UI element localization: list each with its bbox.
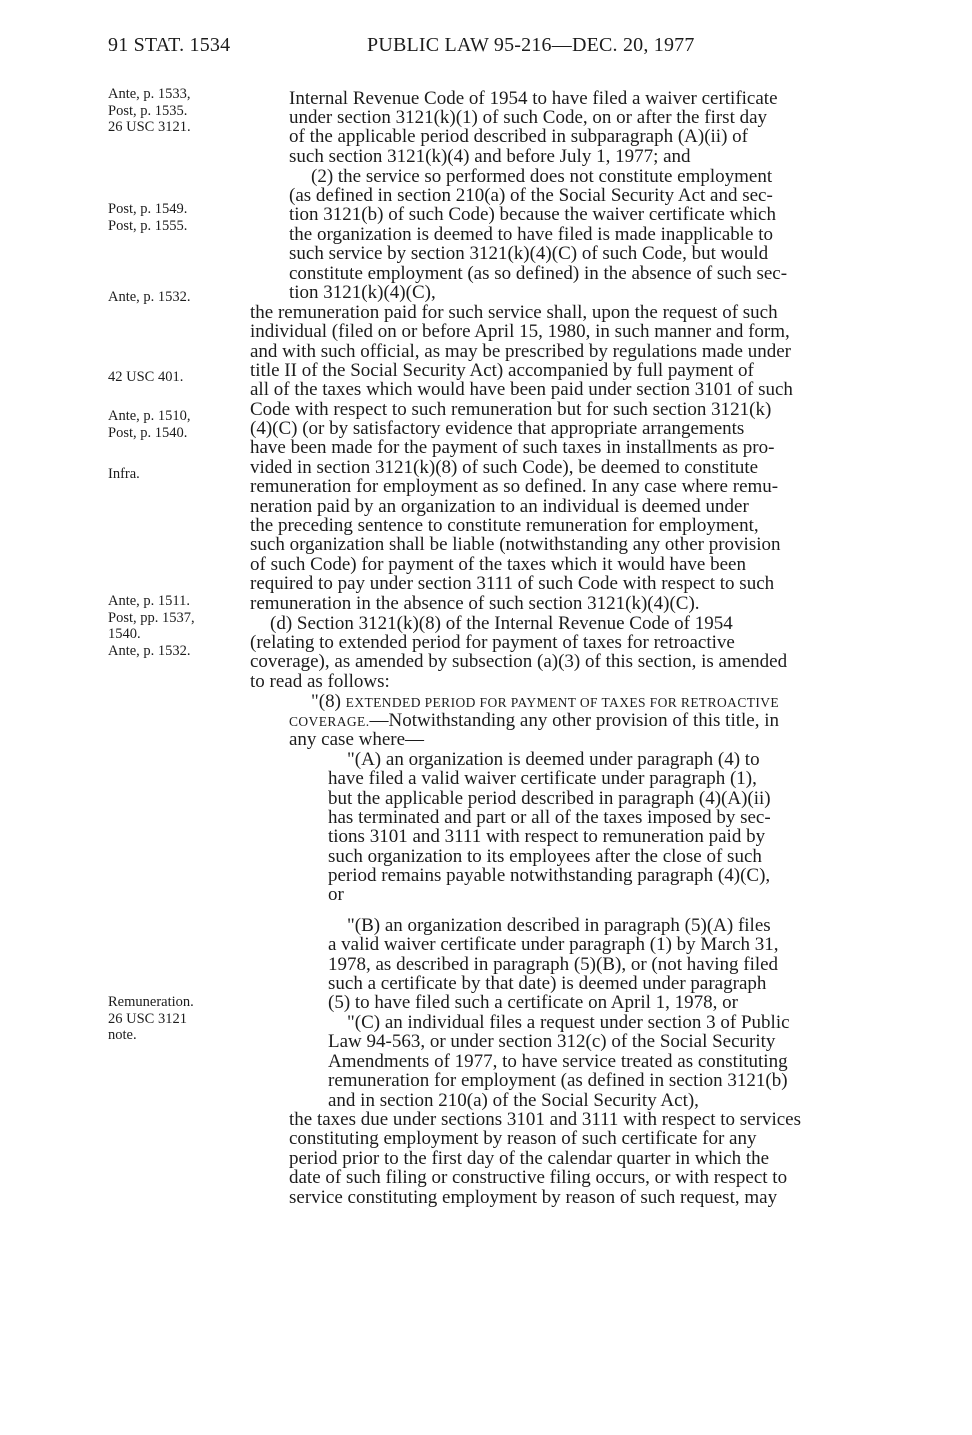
text-line: coverage), as amended by subsection (a)(3) of this section, is amended: [250, 651, 788, 672]
text-line: Internal Revenue Code of 1954 to have filed a waiver certificate: [289, 88, 778, 109]
text-line: the remuneration paid for such service shall, upon the request of such: [250, 302, 778, 323]
text-line: such service by section 3121(k)(4)(C) of such Code, but would: [289, 243, 769, 264]
text-line: the taxes due under sections 3101 and 3111 with respect to services: [289, 1109, 801, 1130]
text-line: (2) the service so performed does not constitute employment: [311, 166, 773, 187]
text-line: service constituting employment by reason of such request, may: [289, 1187, 778, 1208]
text-line: have been made for the payment of such taxes in installments as pro-: [250, 437, 775, 458]
text-line: (4)(C) (or by satisfactory evidence that appropriate arrangements: [250, 418, 745, 439]
margin-note: Post, p. 1549. Post, p. 1555.: [108, 201, 188, 234]
paragraph-heading-continued: COVERAGE.: [289, 714, 370, 729]
margin-note: 42 USC 401.: [108, 369, 184, 385]
text-line: 1978, as described in paragraph (5)(B), or (not having filed: [328, 954, 779, 975]
margin-note: Remuneration. 26 USC 3121 note.: [108, 994, 194, 1043]
text-line: individual (filed on or before April 15, 1980, in such manner and form,: [250, 321, 790, 342]
text-line: "(A) an organization is deemed under paragraph (4) to: [347, 749, 760, 770]
text-line: Code with respect to such remuneration but for such section 3121(k): [250, 399, 772, 420]
text-line: remuneration in the absence of such section 3121(k)(4)(C).: [250, 593, 700, 614]
text-line: tion 3121(k)(4)(C),: [289, 282, 436, 303]
text-line: constituting employment by reason of such certificate for any: [289, 1128, 757, 1149]
text-line: "(C) an individual files a request under section 3 of Public: [347, 1012, 790, 1033]
paragraph-text: —Notwithstanding any other provision of this title, in: [369, 710, 780, 731]
text-line: tion 3121(b) of such Code) because the waiver certificate which: [289, 204, 776, 225]
stat-page-number: 91 STAT. 1534: [108, 34, 231, 56]
margin-note: Ante, p. 1510, Post, p. 1540.: [108, 408, 191, 441]
text-line: such organization shall be liable (notwithstanding any other provision: [250, 534, 781, 555]
paragraph-number: "(8): [311, 691, 341, 712]
text-line: (d) Section 3121(k)(8) of the Internal Revenue Code of 1954: [270, 613, 733, 634]
text-line: "(B) an organization described in paragraph (5)(A) files: [347, 915, 771, 936]
text-line: vided in section 3121(k)(8) of such Code), be deemed to constitute: [250, 457, 759, 478]
page-header: [0, 34, 972, 64]
running-head: PUBLIC LAW 95-216—DEC. 20, 1977: [367, 34, 695, 56]
text-line: the organization is deemed to have filed is made inapplicable to: [289, 224, 773, 245]
text-line: period prior to the first day of the calendar quarter in which the: [289, 1148, 770, 1169]
text-line: (5) to have filed such a certificate on April 1, 1978, or: [328, 992, 738, 1013]
margin-note: Ante, p. 1533, Post, p. 1535. 26 USC 3121.: [108, 86, 191, 135]
text-line: such section 3121(k)(4) and before July 1, 1977; and: [289, 146, 691, 167]
text-line: such a certificate by that date) is deemed under paragraph: [328, 973, 767, 994]
text-line: has terminated and part or all of the taxes imposed by sec-: [328, 807, 771, 828]
text-line: (as defined in section 210(a) of the Social Security Act and sec-: [289, 185, 773, 206]
margin-note: Ante, p. 1511. Post, pp. 1537, 1540. Ante, p. 1532.: [108, 593, 195, 659]
text-line: have filed a valid waiver certificate under paragraph (1),: [328, 768, 757, 789]
text-line: and with such official, as may be prescribed by regulations made under: [250, 341, 791, 362]
paragraph-heading: EXTENDED PERIOD FOR PAYMENT OF TAXES FOR RETROACTIVE: [345, 695, 780, 710]
text-line: Law 94-563, or under section 312(c) of the Social Security: [328, 1031, 776, 1052]
text-line: required to pay under section 3111 of such Code with respect to such: [250, 573, 775, 594]
text-line: but the applicable period described in paragraph (4)(A)(ii): [328, 788, 771, 809]
text-line: any case where—: [289, 729, 425, 750]
text-line: tions 3101 and 3111 with respect to remuneration paid by: [328, 826, 766, 847]
text-line: of the applicable period described in subparagraph (A)(ii) of: [289, 126, 748, 147]
margin-note: Infra.: [108, 466, 140, 482]
text-line: the preceding sentence to constitute remuneration for employment,: [250, 515, 759, 536]
text-line: title II of the Social Security Act) accompanied by full payment of: [250, 360, 754, 381]
text-line: or: [328, 884, 344, 905]
margin-notes: [108, 86, 248, 1186]
text-line: Amendments of 1977, to have service treated as constituting: [328, 1051, 788, 1072]
text-line: of such Code) for payment of the taxes which it would have been: [250, 554, 746, 575]
text-line: period remains payable notwithstanding paragraph (4)(C),: [328, 865, 771, 886]
text-line: all of the taxes which would have been paid under section 3101 of such: [250, 379, 793, 400]
text-line: a valid waiver certificate under paragraph (1) by March 31,: [328, 934, 779, 955]
text-line: and in section 210(a) of the Social Security Act),: [328, 1090, 699, 1111]
text-line: neration paid by an organization to an individual is deemed under: [250, 496, 749, 517]
text-line: such organization to its employees after the close of such: [328, 846, 762, 867]
text-line: remuneration for employment as so defined. In any case where remu-: [250, 476, 779, 497]
margin-note: Ante, p. 1532.: [108, 289, 191, 305]
text-line: constitute employment (as so defined) in the absence of such sec-: [289, 263, 788, 284]
text-line: under section 3121(k)(1) of such Code, on or after the first day: [289, 107, 768, 128]
text-line: remuneration for employment (as defined in section 3121(b): [328, 1070, 788, 1091]
text-line: date of such filing or constructive filing occurs, or with respect to: [289, 1167, 788, 1188]
text-line: (relating to extended period for payment of taxes for retroactive: [250, 632, 735, 653]
text-line: to read as follows:: [250, 671, 390, 692]
